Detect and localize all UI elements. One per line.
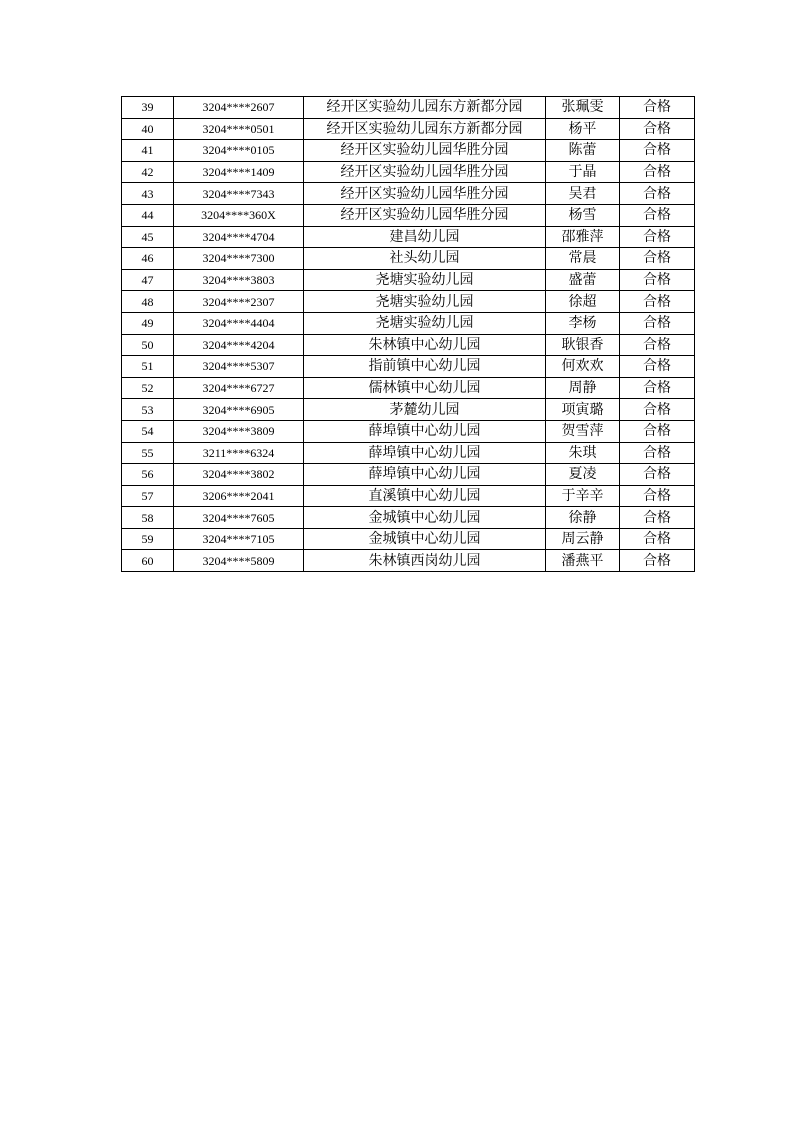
result-cell: 合格 xyxy=(620,291,695,313)
kindergarten-cell: 经开区实验幼儿园华胜分园 xyxy=(304,183,546,205)
serial-number-cell: 52 xyxy=(122,377,174,399)
kindergarten-cell: 薛埠镇中心幼儿园 xyxy=(304,464,546,486)
results-table xyxy=(121,96,695,572)
kindergarten-cell: 经开区实验幼儿园东方新都分园 xyxy=(304,118,546,140)
id-number-cell: 3204****360X xyxy=(174,204,304,226)
person-name-cell: 朱琪 xyxy=(546,442,620,464)
table-row xyxy=(122,528,695,550)
result-cell: 合格 xyxy=(620,420,695,442)
table-row xyxy=(122,312,695,334)
table-row xyxy=(122,507,695,529)
result-cell: 合格 xyxy=(620,204,695,226)
serial-number-cell: 59 xyxy=(122,528,174,550)
kindergarten-cell: 金城镇中心幼儿园 xyxy=(304,528,546,550)
person-name-cell: 徐超 xyxy=(546,291,620,313)
kindergarten-cell: 金城镇中心幼儿园 xyxy=(304,507,546,529)
result-cell: 合格 xyxy=(620,399,695,421)
person-name-cell: 于辛辛 xyxy=(546,485,620,507)
table-row xyxy=(122,377,695,399)
serial-number-cell: 50 xyxy=(122,334,174,356)
id-number-cell: 3204****3809 xyxy=(174,420,304,442)
serial-number-cell: 60 xyxy=(122,550,174,572)
id-number-cell: 3204****5809 xyxy=(174,550,304,572)
person-name-cell: 吴君 xyxy=(546,183,620,205)
id-number-cell: 3204****6727 xyxy=(174,377,304,399)
serial-number-cell: 51 xyxy=(122,356,174,378)
id-number-cell: 3204****4704 xyxy=(174,226,304,248)
serial-number-cell: 39 xyxy=(122,97,174,119)
person-name-cell: 李杨 xyxy=(546,312,620,334)
kindergarten-cell: 尧塘实验幼儿园 xyxy=(304,312,546,334)
id-number-cell: 3204****0501 xyxy=(174,118,304,140)
person-name-cell: 杨雪 xyxy=(546,204,620,226)
table-row xyxy=(122,248,695,270)
table-row xyxy=(122,269,695,291)
person-name-cell: 陈蕾 xyxy=(546,140,620,162)
table-row xyxy=(122,140,695,162)
kindergarten-cell: 薛埠镇中心幼儿园 xyxy=(304,420,546,442)
result-cell: 合格 xyxy=(620,550,695,572)
serial-number-cell: 57 xyxy=(122,485,174,507)
kindergarten-cell: 薛埠镇中心幼儿园 xyxy=(304,442,546,464)
id-number-cell: 3204****7605 xyxy=(174,507,304,529)
table-row xyxy=(122,550,695,572)
table-row xyxy=(122,161,695,183)
person-name-cell: 耿银香 xyxy=(546,334,620,356)
result-cell: 合格 xyxy=(620,464,695,486)
id-number-cell: 3204****3802 xyxy=(174,464,304,486)
person-name-cell: 潘燕平 xyxy=(546,550,620,572)
table-row xyxy=(122,291,695,313)
kindergarten-cell: 儒林镇中心幼儿园 xyxy=(304,377,546,399)
result-cell: 合格 xyxy=(620,528,695,550)
result-cell: 合格 xyxy=(620,485,695,507)
person-name-cell: 贺雪萍 xyxy=(546,420,620,442)
id-number-cell: 3204****4204 xyxy=(174,334,304,356)
result-cell: 合格 xyxy=(620,183,695,205)
result-cell: 合格 xyxy=(620,118,695,140)
kindergarten-cell: 指前镇中心幼儿园 xyxy=(304,356,546,378)
result-cell: 合格 xyxy=(620,377,695,399)
kindergarten-cell: 建昌幼儿园 xyxy=(304,226,546,248)
result-cell: 合格 xyxy=(620,97,695,119)
table-row xyxy=(122,356,695,378)
id-number-cell: 3204****6905 xyxy=(174,399,304,421)
kindergarten-cell: 茅麓幼儿园 xyxy=(304,399,546,421)
result-cell: 合格 xyxy=(620,226,695,248)
serial-number-cell: 48 xyxy=(122,291,174,313)
table-row xyxy=(122,334,695,356)
table-row xyxy=(122,118,695,140)
id-number-cell: 3211****6324 xyxy=(174,442,304,464)
person-name-cell: 周静 xyxy=(546,377,620,399)
person-name-cell: 周云静 xyxy=(546,528,620,550)
table-row xyxy=(122,485,695,507)
result-cell: 合格 xyxy=(620,248,695,270)
id-number-cell: 3204****2607 xyxy=(174,97,304,119)
id-number-cell: 3204****4404 xyxy=(174,312,304,334)
result-cell: 合格 xyxy=(620,312,695,334)
result-cell: 合格 xyxy=(620,140,695,162)
result-cell: 合格 xyxy=(620,269,695,291)
serial-number-cell: 47 xyxy=(122,269,174,291)
person-name-cell: 何欢欢 xyxy=(546,356,620,378)
kindergarten-cell: 经开区实验幼儿园华胜分园 xyxy=(304,204,546,226)
person-name-cell: 邵雅萍 xyxy=(546,226,620,248)
table-row xyxy=(122,204,695,226)
results-table-body xyxy=(122,97,695,572)
serial-number-cell: 53 xyxy=(122,399,174,421)
result-cell: 合格 xyxy=(620,356,695,378)
kindergarten-cell: 直溪镇中心幼儿园 xyxy=(304,485,546,507)
person-name-cell: 张珮雯 xyxy=(546,97,620,119)
id-number-cell: 3204****7343 xyxy=(174,183,304,205)
person-name-cell: 盛蕾 xyxy=(546,269,620,291)
person-name-cell: 徐静 xyxy=(546,507,620,529)
table-row xyxy=(122,226,695,248)
serial-number-cell: 40 xyxy=(122,118,174,140)
kindergarten-cell: 经开区实验幼儿园华胜分园 xyxy=(304,140,546,162)
id-number-cell: 3204****7105 xyxy=(174,528,304,550)
id-number-cell: 3204****5307 xyxy=(174,356,304,378)
serial-number-cell: 42 xyxy=(122,161,174,183)
serial-number-cell: 43 xyxy=(122,183,174,205)
id-number-cell: 3204****2307 xyxy=(174,291,304,313)
table-row xyxy=(122,399,695,421)
serial-number-cell: 55 xyxy=(122,442,174,464)
serial-number-cell: 54 xyxy=(122,420,174,442)
kindergarten-cell: 社头幼儿园 xyxy=(304,248,546,270)
table-row xyxy=(122,442,695,464)
serial-number-cell: 49 xyxy=(122,312,174,334)
kindergarten-cell: 尧塘实验幼儿园 xyxy=(304,269,546,291)
kindergarten-cell: 朱林镇西岗幼儿园 xyxy=(304,550,546,572)
result-cell: 合格 xyxy=(620,507,695,529)
serial-number-cell: 56 xyxy=(122,464,174,486)
kindergarten-cell: 经开区实验幼儿园东方新都分园 xyxy=(304,97,546,119)
table-row xyxy=(122,464,695,486)
kindergarten-cell: 朱林镇中心幼儿园 xyxy=(304,334,546,356)
result-cell: 合格 xyxy=(620,161,695,183)
id-number-cell: 3206****2041 xyxy=(174,485,304,507)
table-row xyxy=(122,420,695,442)
serial-number-cell: 46 xyxy=(122,248,174,270)
id-number-cell: 3204****1409 xyxy=(174,161,304,183)
kindergarten-cell: 经开区实验幼儿园华胜分园 xyxy=(304,161,546,183)
serial-number-cell: 58 xyxy=(122,507,174,529)
person-name-cell: 杨平 xyxy=(546,118,620,140)
kindergarten-cell: 尧塘实验幼儿园 xyxy=(304,291,546,313)
result-cell: 合格 xyxy=(620,334,695,356)
person-name-cell: 常晨 xyxy=(546,248,620,270)
table-row xyxy=(122,183,695,205)
serial-number-cell: 41 xyxy=(122,140,174,162)
result-cell: 合格 xyxy=(620,442,695,464)
person-name-cell: 于晶 xyxy=(546,161,620,183)
id-number-cell: 3204****0105 xyxy=(174,140,304,162)
person-name-cell: 项寅璐 xyxy=(546,399,620,421)
serial-number-cell: 44 xyxy=(122,204,174,226)
person-name-cell: 夏凌 xyxy=(546,464,620,486)
serial-number-cell: 45 xyxy=(122,226,174,248)
table-row xyxy=(122,97,695,119)
id-number-cell: 3204****3803 xyxy=(174,269,304,291)
id-number-cell: 3204****7300 xyxy=(174,248,304,270)
